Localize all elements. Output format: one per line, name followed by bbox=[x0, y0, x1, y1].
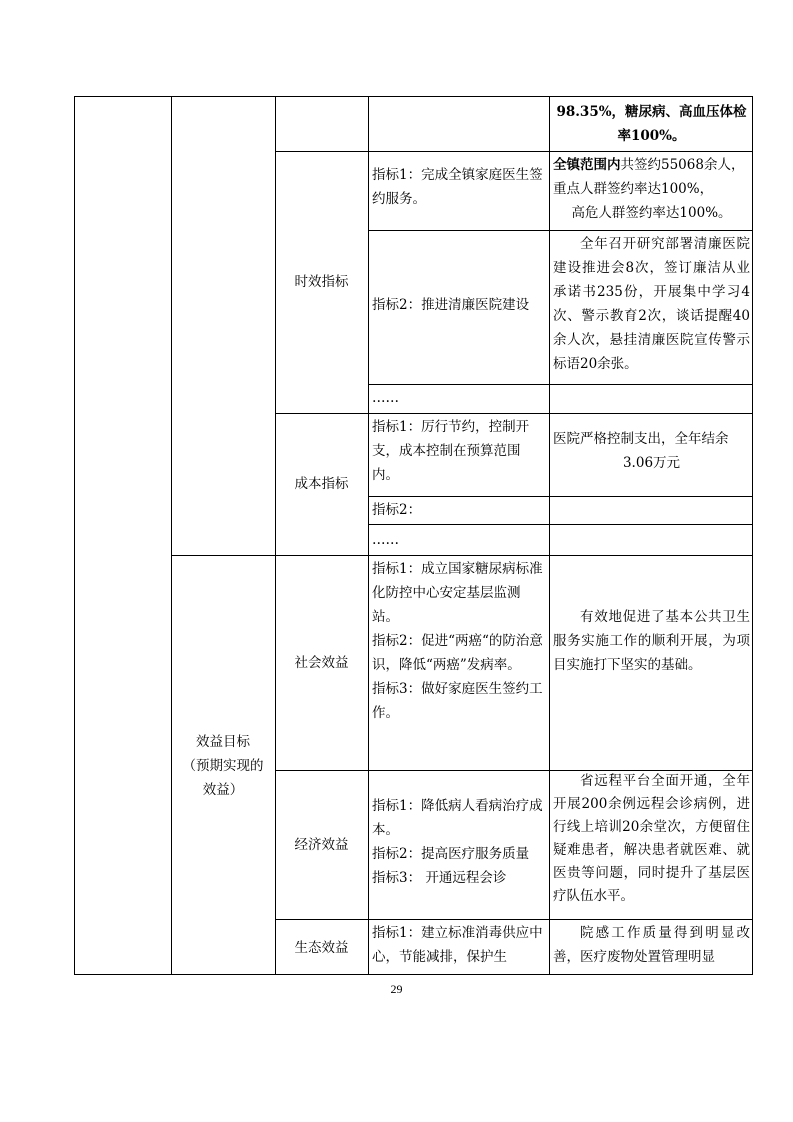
indicator-table bbox=[74, 96, 753, 975]
economic-label: 经济效益 bbox=[294, 836, 349, 853]
ecological-label: 生态效益 bbox=[294, 939, 349, 956]
social-indicator-3: 指标3：做好家庭医生签约工作。 bbox=[372, 681, 543, 721]
social-indicators bbox=[368, 555, 549, 770]
economic-indicator-3: 指标3： 开通远程会诊 bbox=[372, 870, 507, 886]
benefit-label-line3: 效益） bbox=[202, 781, 244, 798]
social-indicator-1: 指标1：成立国家糖尿病标准化防控中心安定基层监测站。 bbox=[372, 561, 543, 625]
social-result bbox=[549, 555, 754, 770]
timeliness-result-1-rest: 共签约55068余人，重点人群签约率达100%， bbox=[553, 157, 745, 197]
timeliness-result-1 bbox=[549, 151, 754, 230]
timeliness-result-2-text: 全年召开研究部署清廉医院建设推进会8次，签订廉洁从业承诺书235份，开展集中学习4次、警示教育2次，谈话提醒40余人次，悬挂清廉医院宣传警示标语20余张。 bbox=[553, 236, 750, 372]
top-result-line2: 率100%。 bbox=[617, 128, 686, 144]
cost-result-1 bbox=[549, 413, 754, 496]
timeliness-result-2 bbox=[549, 230, 754, 384]
top-result-line1: 98.35%，糖尿病、高血压体检 bbox=[556, 104, 747, 120]
economic-indicators bbox=[368, 770, 549, 919]
timeliness-indicator-2: 指标2：推进清廉医院建设 bbox=[372, 297, 530, 313]
cost-indicator-1: 指标1：厉行节约，控制开支，成本控制在预算范围内。 bbox=[372, 419, 530, 483]
economic-indicator-1: 指标1：降低病人看病治疗成本。 bbox=[372, 798, 543, 838]
timeliness-result-1-line3: 高危人群签约率达100%。 bbox=[571, 205, 732, 221]
economic-result bbox=[549, 770, 754, 919]
page-number: 29 bbox=[390, 982, 403, 996]
benefit-label-line2: （预期实现的 bbox=[182, 757, 264, 774]
timeliness-result-1-bold: 全镇范围内 bbox=[553, 157, 621, 173]
social-label: 社会效益 bbox=[294, 654, 349, 671]
benefit-label-line1: 效益目标 bbox=[196, 733, 250, 750]
timeliness-ellipsis: …… bbox=[372, 390, 399, 406]
economic-indicator-2: 指标2：提高医疗服务质量 bbox=[372, 846, 530, 862]
social-result-text: 有效地促进了基本公共卫生服务实施工作的顺利开展，为项目实施打下坚实的基础。 bbox=[553, 609, 750, 673]
cost-indicator-2: 指标2： bbox=[372, 502, 422, 518]
ecological-result bbox=[549, 919, 754, 976]
top-result-cell bbox=[549, 97, 754, 151]
cost-result-1-line1: 医院严格控制支出，全年结余 bbox=[553, 431, 729, 447]
benefit-label bbox=[171, 555, 275, 976]
cost-label: 成本指标 bbox=[294, 476, 349, 492]
timeliness-label: 时效指标 bbox=[294, 274, 349, 290]
economic-result-text: 省远程平台全面开通，全年开展200余例远程会诊病例，进行线上培训20余堂次，方便留住疑难患者，解决患者就医难、就医贵等问题，同时提升了基层医疗队伍水平。 bbox=[553, 773, 750, 904]
cost-result-1-line2: 3.06万元 bbox=[622, 455, 681, 471]
ecological-result-text: 院感工作质量得到明显改善，医疗废物处置管理明显 bbox=[553, 925, 750, 965]
timeliness-indicator-1: 指标1：完成全镇家庭医生签约服务。 bbox=[372, 167, 543, 207]
social-indicator-2: 指标2：促进“两癌“的防治意识，降低“两癌”发病率。 bbox=[372, 633, 543, 673]
cost-ellipsis: …… bbox=[372, 532, 399, 548]
ecological-indicator-1: 指标1：建立标准消毒供应中心，节能减排，保护生 bbox=[372, 925, 543, 965]
